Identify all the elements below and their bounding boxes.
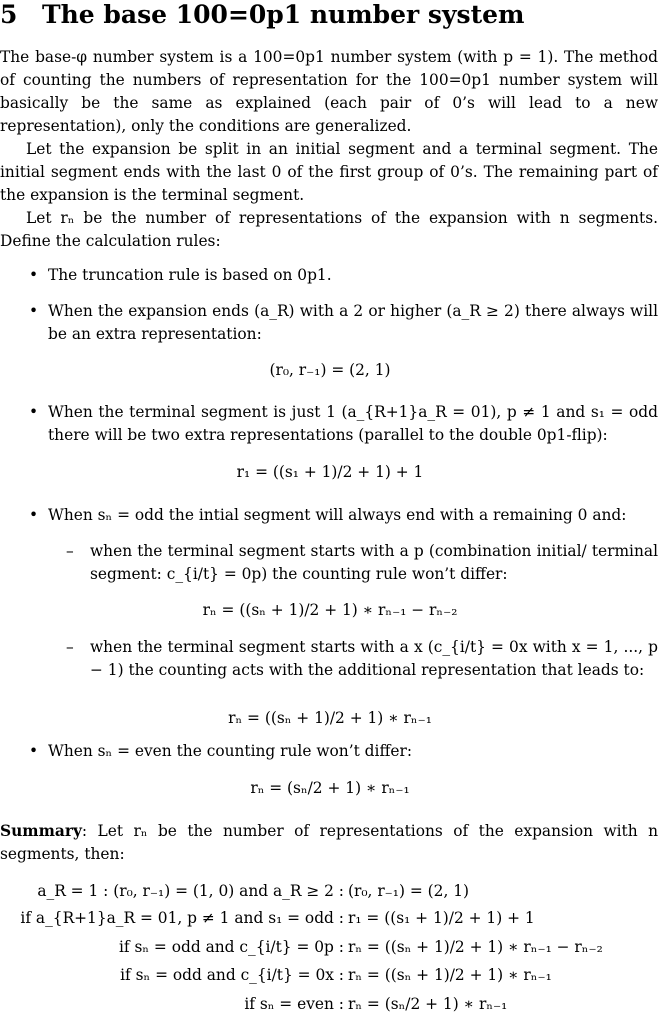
summary-condition: if sₙ = odd and c_{i/t} = 0x : xyxy=(120,966,344,984)
bullet-item xyxy=(29,740,658,763)
summary-condition: if sₙ = even : xyxy=(244,995,344,1013)
sub-bullet-marker: – xyxy=(66,638,74,656)
bullet-text: When the terminal segment is just 1 (a_{R+1}a_R = 01), p ≠ 1 and s₁ = odd there will be two extra representations (parallel to the double 0p1-flip): xyxy=(48,403,658,444)
bullet-text: When sₙ = even the counting rule won’t differ: xyxy=(48,742,413,760)
summary-intro: : Let rₙ be the number of representations of the expansion with n segments, then: xyxy=(0,822,658,863)
summary-result: (r₀, r₋₁) = (2, 1) xyxy=(348,882,470,900)
summary-result: r₁ = ((s₁ + 1)/2 + 1) + 1 xyxy=(348,909,535,927)
bullet-marker: • xyxy=(29,506,39,524)
bullet-item xyxy=(29,264,658,287)
equation: rₙ = (sₙ/2 + 1) ∗ rₙ₋₁ xyxy=(250,779,410,797)
summary-result: rₙ = (sₙ/2 + 1) ∗ rₙ₋₁ xyxy=(348,995,508,1013)
sub-bullet-item xyxy=(66,540,658,586)
bullet-marker: • xyxy=(29,742,39,760)
bullet-marker: • xyxy=(29,266,39,284)
bullet-text: The truncation rule is based on 0p1. xyxy=(48,266,332,284)
bullet-marker: • xyxy=(29,302,39,320)
sub-bullet-item xyxy=(66,636,658,682)
summary-condition: if a_{R+1}a_R = 01, p ≠ 1 and s₁ = odd : xyxy=(20,909,344,927)
paragraph-intro: The base-φ number system is a 100=0p1 number system (with p = 1). The method of counting the numbers of representation for the 100=0p1 number system will basically be the same as explained (each pair of 0’s will lead to a new representation), only the conditions are generalized. xyxy=(0,48,658,135)
equation: r₁ = ((s₁ + 1)/2 + 1) + 1 xyxy=(236,463,424,481)
summary-result: rₙ = ((sₙ + 1)/2 + 1) ∗ rₙ₋₁ − rₙ₋₂ xyxy=(348,938,603,956)
section-number: 5 xyxy=(0,0,18,29)
sub-bullet-marker: – xyxy=(66,542,74,560)
paragraph-segments: Let the expansion be split in an initial segment and a terminal segment. The initial segment ends with the last 0 of the first group of 0’s. The remaining part of the expansion is the terminal segment. xyxy=(0,140,658,204)
summary-condition: if sₙ = odd and c_{i/t} = 0p : xyxy=(118,938,344,956)
paragraph-definition: Let rₙ be the number of representations of the expansion with n segments. Define the calculation rules: xyxy=(0,209,658,250)
summary-result: rₙ = ((sₙ + 1)/2 + 1) ∗ rₙ₋₁ xyxy=(348,966,552,984)
bullet-item xyxy=(29,504,658,527)
sub-bullet-text: when the terminal segment starts with a p (combination initial/ terminal segment: c_{i/t} = 0p) the counting rule won’t differ: xyxy=(90,542,658,583)
summary-label: Summary xyxy=(0,822,82,840)
bullet-item xyxy=(29,401,658,447)
equation: (r₀, r₋₁) = (2, 1) xyxy=(269,361,391,379)
equation: rₙ = ((sₙ + 1)/2 + 1) ∗ rₙ₋₁ − rₙ₋₂ xyxy=(202,601,458,619)
bullet-item xyxy=(29,300,658,346)
sub-bullet-text: when the terminal segment starts with a x (c_{i/t} = 0x with x = 1, ..., p − 1) the counting acts with the additional representation that leads to: xyxy=(90,638,658,679)
bullet-text: When the expansion ends (a_R) with a 2 or higher (a_R ≥ 2) there always will be an extra representation: xyxy=(48,302,658,343)
section-title: The base 100=0p1 number system xyxy=(42,0,525,29)
equation: rₙ = ((sₙ + 1)/2 + 1) ∗ rₙ₋₁ xyxy=(228,709,432,727)
bullet-text: When sₙ = odd the intial segment will always end with a remaining 0 and: xyxy=(48,506,627,524)
summary-paragraph xyxy=(0,820,658,866)
bullet-marker: • xyxy=(29,403,39,421)
summary-condition: a_R = 1 : (r₀, r₋₁) = (1, 0) and a_R ≥ 2 : xyxy=(37,882,344,900)
section-heading xyxy=(0,0,525,30)
